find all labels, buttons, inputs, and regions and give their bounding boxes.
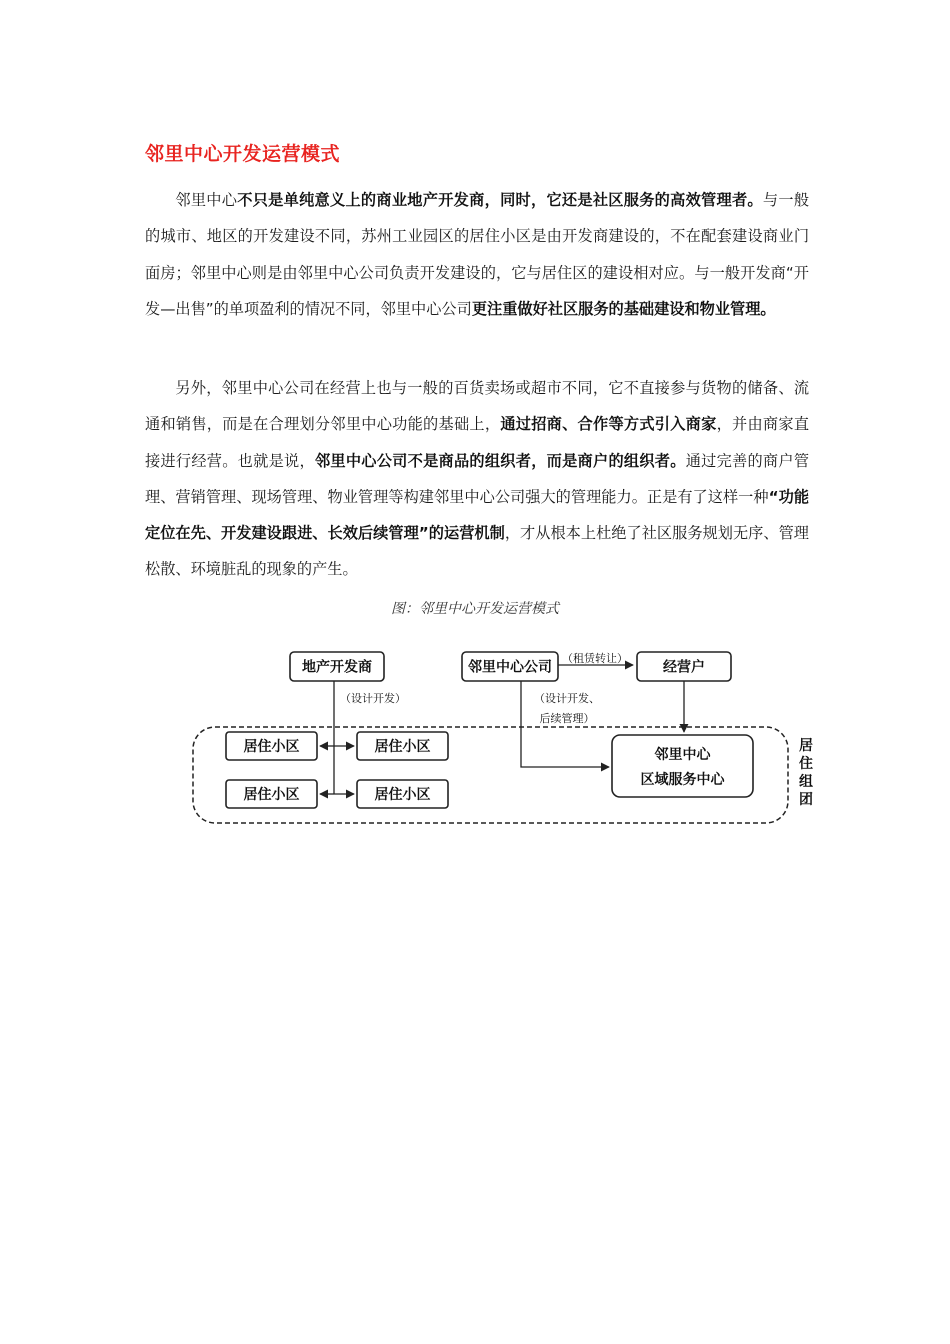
- residential-label-3: 居住小区: [243, 787, 300, 803]
- residential-label-2: 居住小区: [374, 739, 431, 755]
- group-label-char-4: 团: [799, 792, 813, 808]
- operator-label: 经营户: [663, 659, 705, 676]
- design-mgmt-label-2: 后续管理）: [539, 712, 595, 725]
- residential-label-1: 居住小区: [243, 739, 300, 755]
- group-label-char-1: 居: [799, 738, 813, 754]
- paragraph-1-bold-1: 不只是单纯意义上的商业地产开发商，同时，它还是社区服务的高效管理者。: [237, 191, 763, 209]
- service-center-line-1: 邻里中心: [654, 747, 711, 763]
- paragraph-2-part-2: ，并由商家直接进行经营。也就是说，: [145, 415, 810, 470]
- design-mgmt-label-1: （设计开发、: [534, 692, 600, 705]
- lease-label: （租赁转让）: [562, 652, 628, 665]
- page-title: 邻里中心开发运营模式: [145, 143, 341, 165]
- paragraph-2-part-1: 另外，邻里中心公司在经营上也与一般的百货卖场或超市不同，它不直接参与货物的储备、流通和销售，而是在合理划分邻里中心功能的基础上，: [145, 379, 809, 434]
- paragraph-2-part-4: ，才从根本上杜绝了社区服务规划无序、管理松散、环境脏乱的现象的产生。: [145, 524, 809, 579]
- figure-caption: 图：邻里中心开发运营模式: [391, 601, 559, 617]
- company-label: 邻里中心公司: [468, 659, 552, 676]
- group-label-char-3: 组: [799, 774, 813, 790]
- paragraph-2-bold-1: 通过招商、合作等方式引入商家: [500, 415, 717, 434]
- residential-label-4: 居住小区: [374, 787, 431, 803]
- group-label-char-2: 住: [799, 756, 813, 772]
- service-center-line-2: 区域服务中心: [640, 772, 725, 788]
- paragraph-2-bold-3: “功能定位在先、开发建设跟进、长效后续管理”的运营机制: [145, 487, 810, 543]
- paragraph-1-part-1: 邻里中心: [175, 191, 238, 209]
- paragraph-2-part-3: 通过完善的商户管理、营销管理、现场管理、物业管理等构建邻里中心公司强大的管理能力。正是有了这样一种: [145, 451, 810, 506]
- paragraph-2-bold-2: 邻里中心公司不是商品的组织者，而是商户的组织者。: [314, 451, 686, 470]
- paragraph-1-part-2: 与一般的城市、地区的开发建设不同，苏州工业园区的居住小区是由开发商建设的，不在配套建设商业门面房；邻里中心则是由邻里中心公司负责开发建设的，它与居住区的建设相对应。与一般开发商“开发—出售”的单项盈利的情况不同，邻里中心公司: [145, 191, 810, 318]
- developer-label: 地产开发商: [302, 659, 372, 676]
- paragraph-1-bold-2: 更注重做好社区服务的基础建设和物业管理。: [471, 299, 776, 318]
- design-label: （设计开发）: [340, 692, 406, 705]
